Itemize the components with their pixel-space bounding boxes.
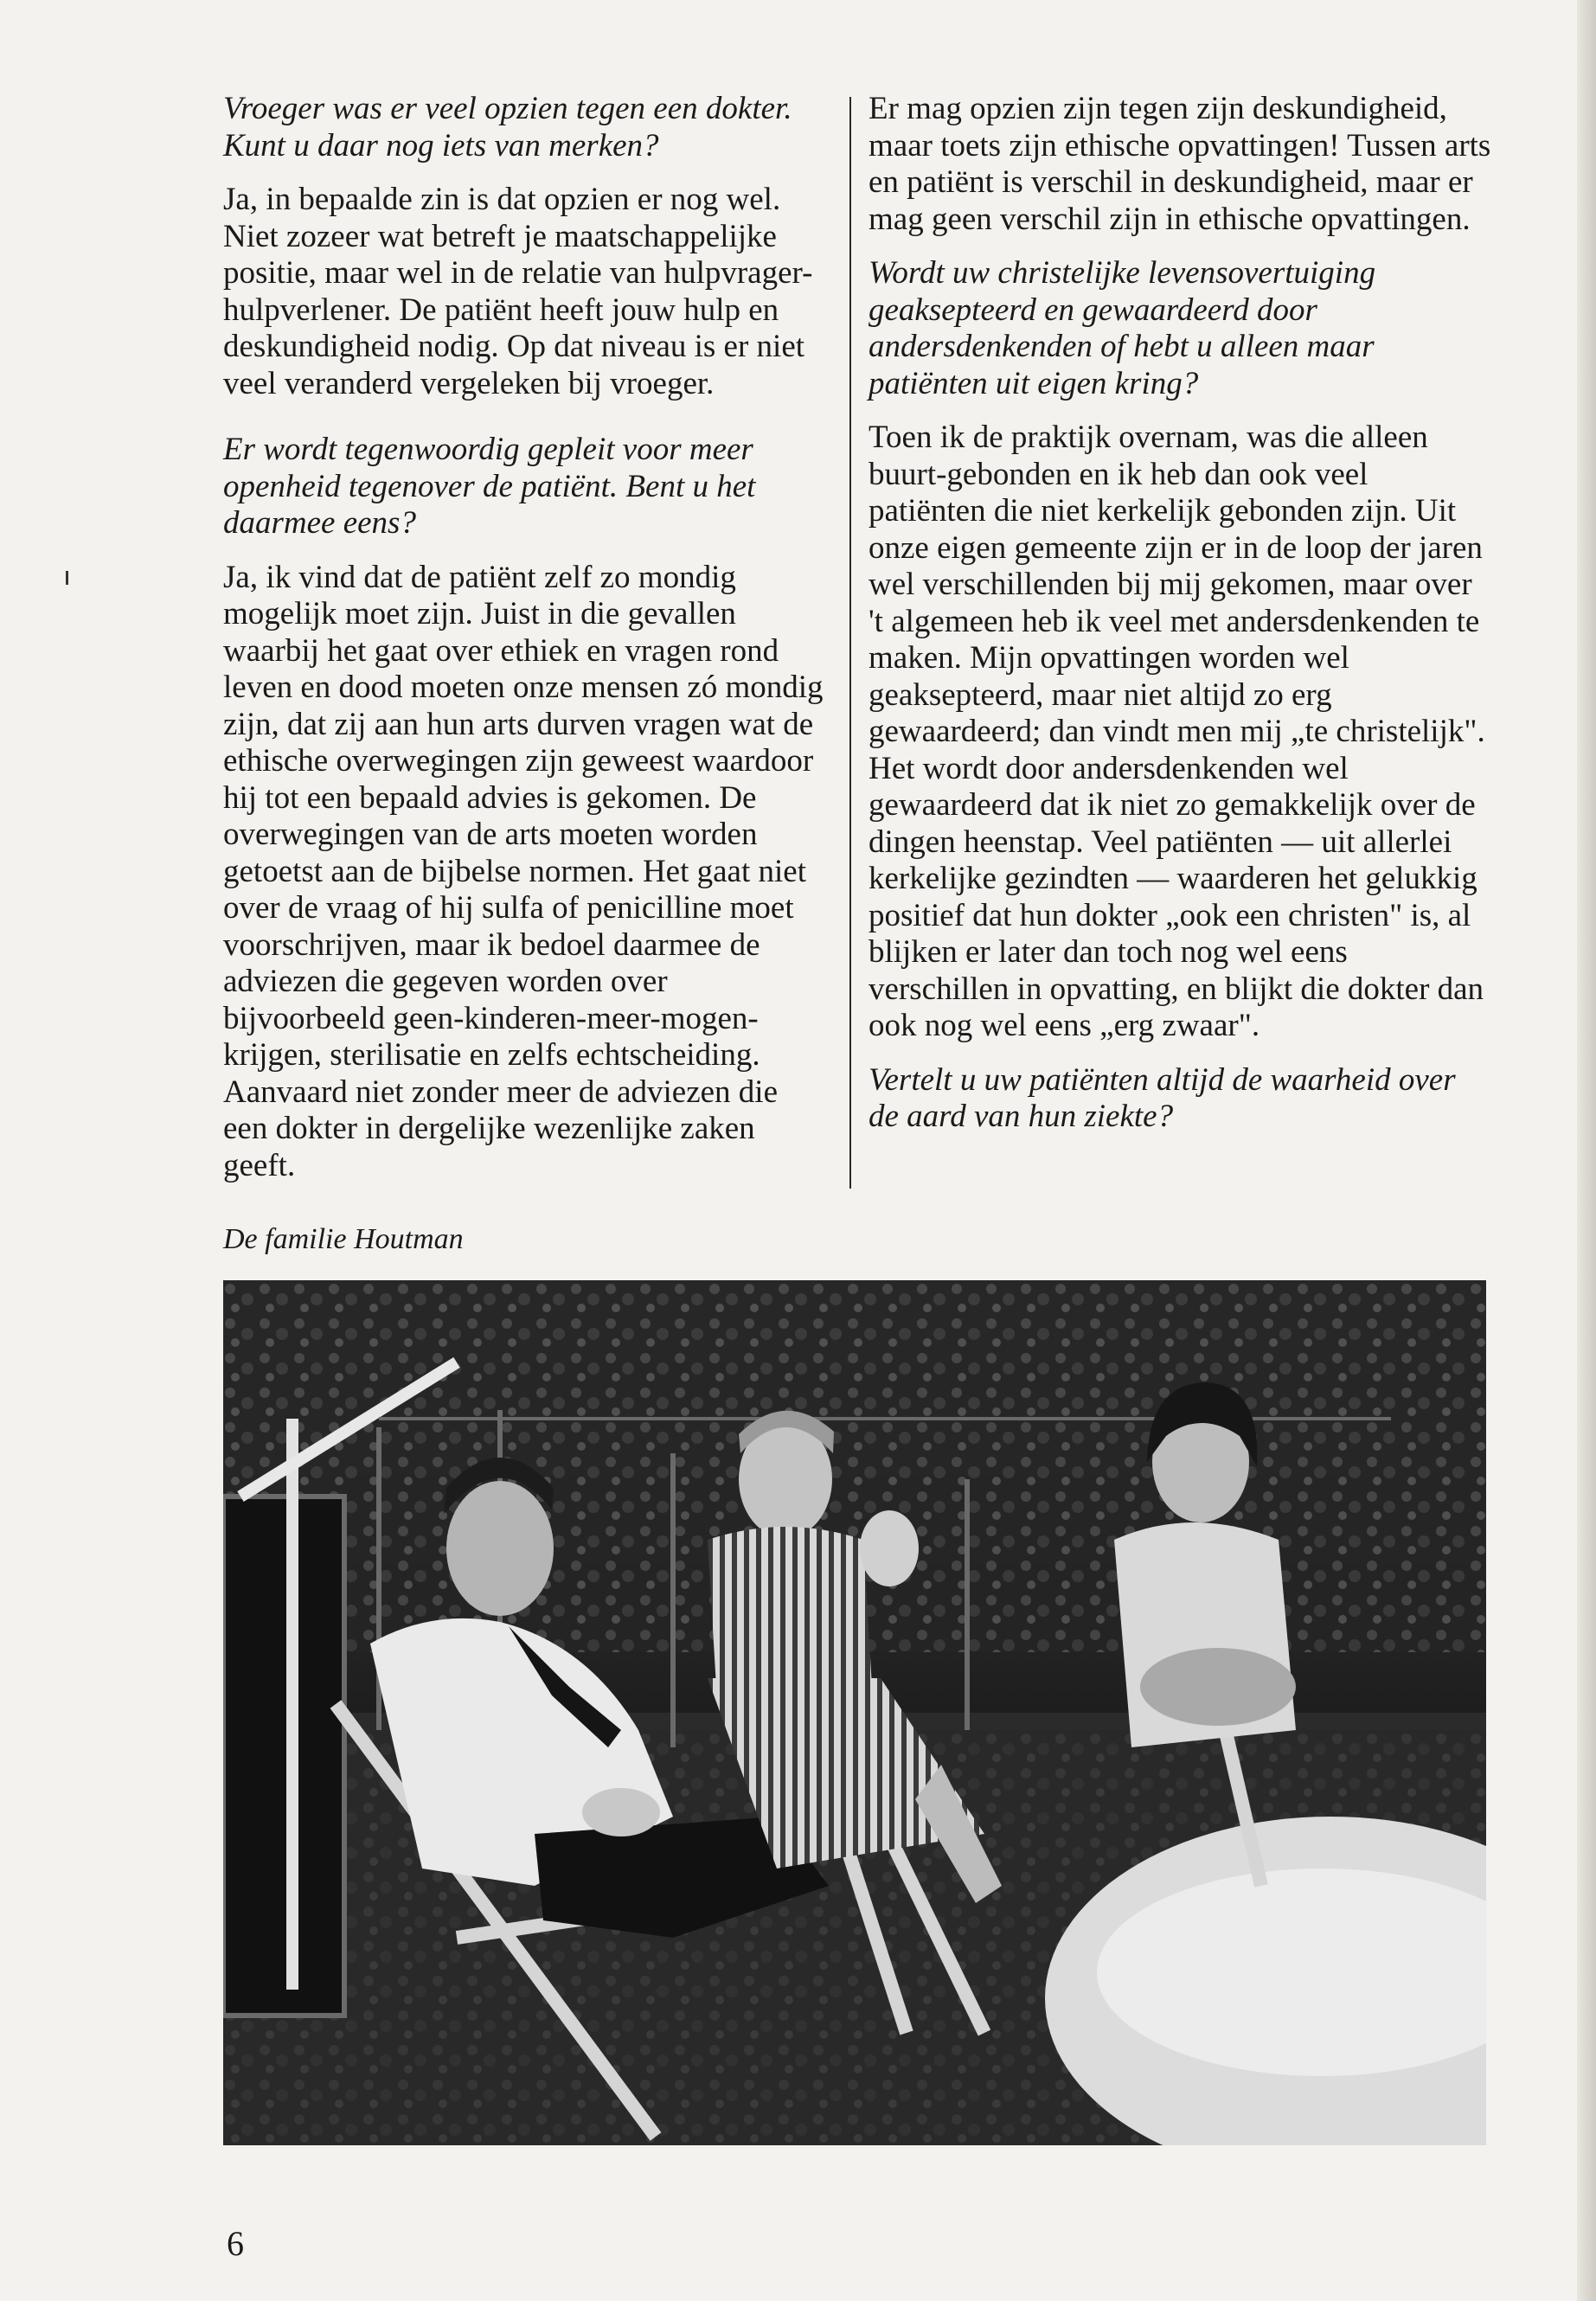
column-divider xyxy=(849,97,851,1189)
question-3: Wordt uw christelijke levensovertuiging geaksepteerd en gewaardeerd door andersdenkenden of hebt u alleen maar patiënten uit eigen kring? xyxy=(869,255,1376,401)
question-2: Er wordt tegenwoordig gepleit voor meer openheid tegenover de patiënt. Bent u het daarmee eens? xyxy=(223,432,756,541)
right-column xyxy=(869,91,1491,1153)
family-photo-illustration xyxy=(223,1280,1486,2145)
page-edge xyxy=(1577,0,1596,2301)
answer-2-continued: Er mag opzien zijn tegen zijn deskundigheid, maar toets zijn ethische opvattingen! Tussen arts en patiënt is verschil in deskundigheid, maar er mag geen verschil zijn in ethische opvattingen. xyxy=(869,91,1491,237)
left-column xyxy=(223,91,829,1202)
question-1: Vroeger was er veel opzien tegen een dokter. Kunt u daar nog iets van merken? xyxy=(223,91,792,163)
family-photo xyxy=(223,1280,1486,2145)
answer-3: Toen ik de praktijk overnam, was die alleen buurt-gebonden en ik heb dan ook veel patiënten die niet kerkelijk gebonden zijn. Uit onze eigen gemeente zijn er in de loop der jaren wel verschillenden bij mij gekomen, maar over 't algemeen heb ik veel met andersdenkenden te maken. Mijn opvattingen worden wel geaksepteerd, maar niet altijd zo erg gewaardeerd; dan vindt men mij „te christelijk". Het wordt door andersdenkenden wel gewaardeerd dat ik niet zo gemakkelijk over de dingen heenstap. Veel patiënten — uit allerlei kerkelijke gezindten — waarderen het gelukkig positief dat hun dokter „ook een christen" is, al blijken er later dan toch nog wel eens verschillen in opvatting, en blijkt die dokter dan ook nog wel eens „erg zwaar". xyxy=(869,420,1485,1043)
page-number: 6 xyxy=(227,2224,244,2263)
answer-2: Ja, ik vind dat de patiënt zelf zo mondig mogelijk moet zijn. Juist in die gevallen waarbij het gaat over ethiek en vragen rond leven en dood moeten onze mensen zó mondig zijn, dat zij aan hun arts durven vragen wat de ethische overwegingen zijn geweest waardoor hij tot een bepaald advies is gekomen. De overwegingen van de arts moeten worden getoetst aan de bijbelse normen. Het gaat niet over de vraag of hij sulfa of penicilline moet voorschrijven, maar ik bedoel daarmee de adviezen die gegeven worden over bijvoorbeeld geen-kinderen-meer-mogen-krijgen, sterilisatie en zelfs echtscheiding. Aanvaard niet zonder meer de adviezen die een dokter in dergelijke wezenlijke zaken geeft. xyxy=(223,559,824,1183)
question-4: Vertelt u uw patiënten altijd de waarheid over de aard van hun ziekte? xyxy=(869,1061,1456,1134)
answer-1: Ja, in bepaalde zin is dat opzien er nog wel. Niet zozeer wat betreft je maatschappelijke positie, maar wel in de relatie van hulpvrager-hulpverlener. De patiënt heeft jouw hulp en deskundigheid nodig. Op dat niveau is er niet veel veranderd vergeleken bij vroeger. xyxy=(223,182,813,401)
margin-mark xyxy=(66,571,68,585)
photo-caption: De familie Houtman xyxy=(223,1223,464,1255)
